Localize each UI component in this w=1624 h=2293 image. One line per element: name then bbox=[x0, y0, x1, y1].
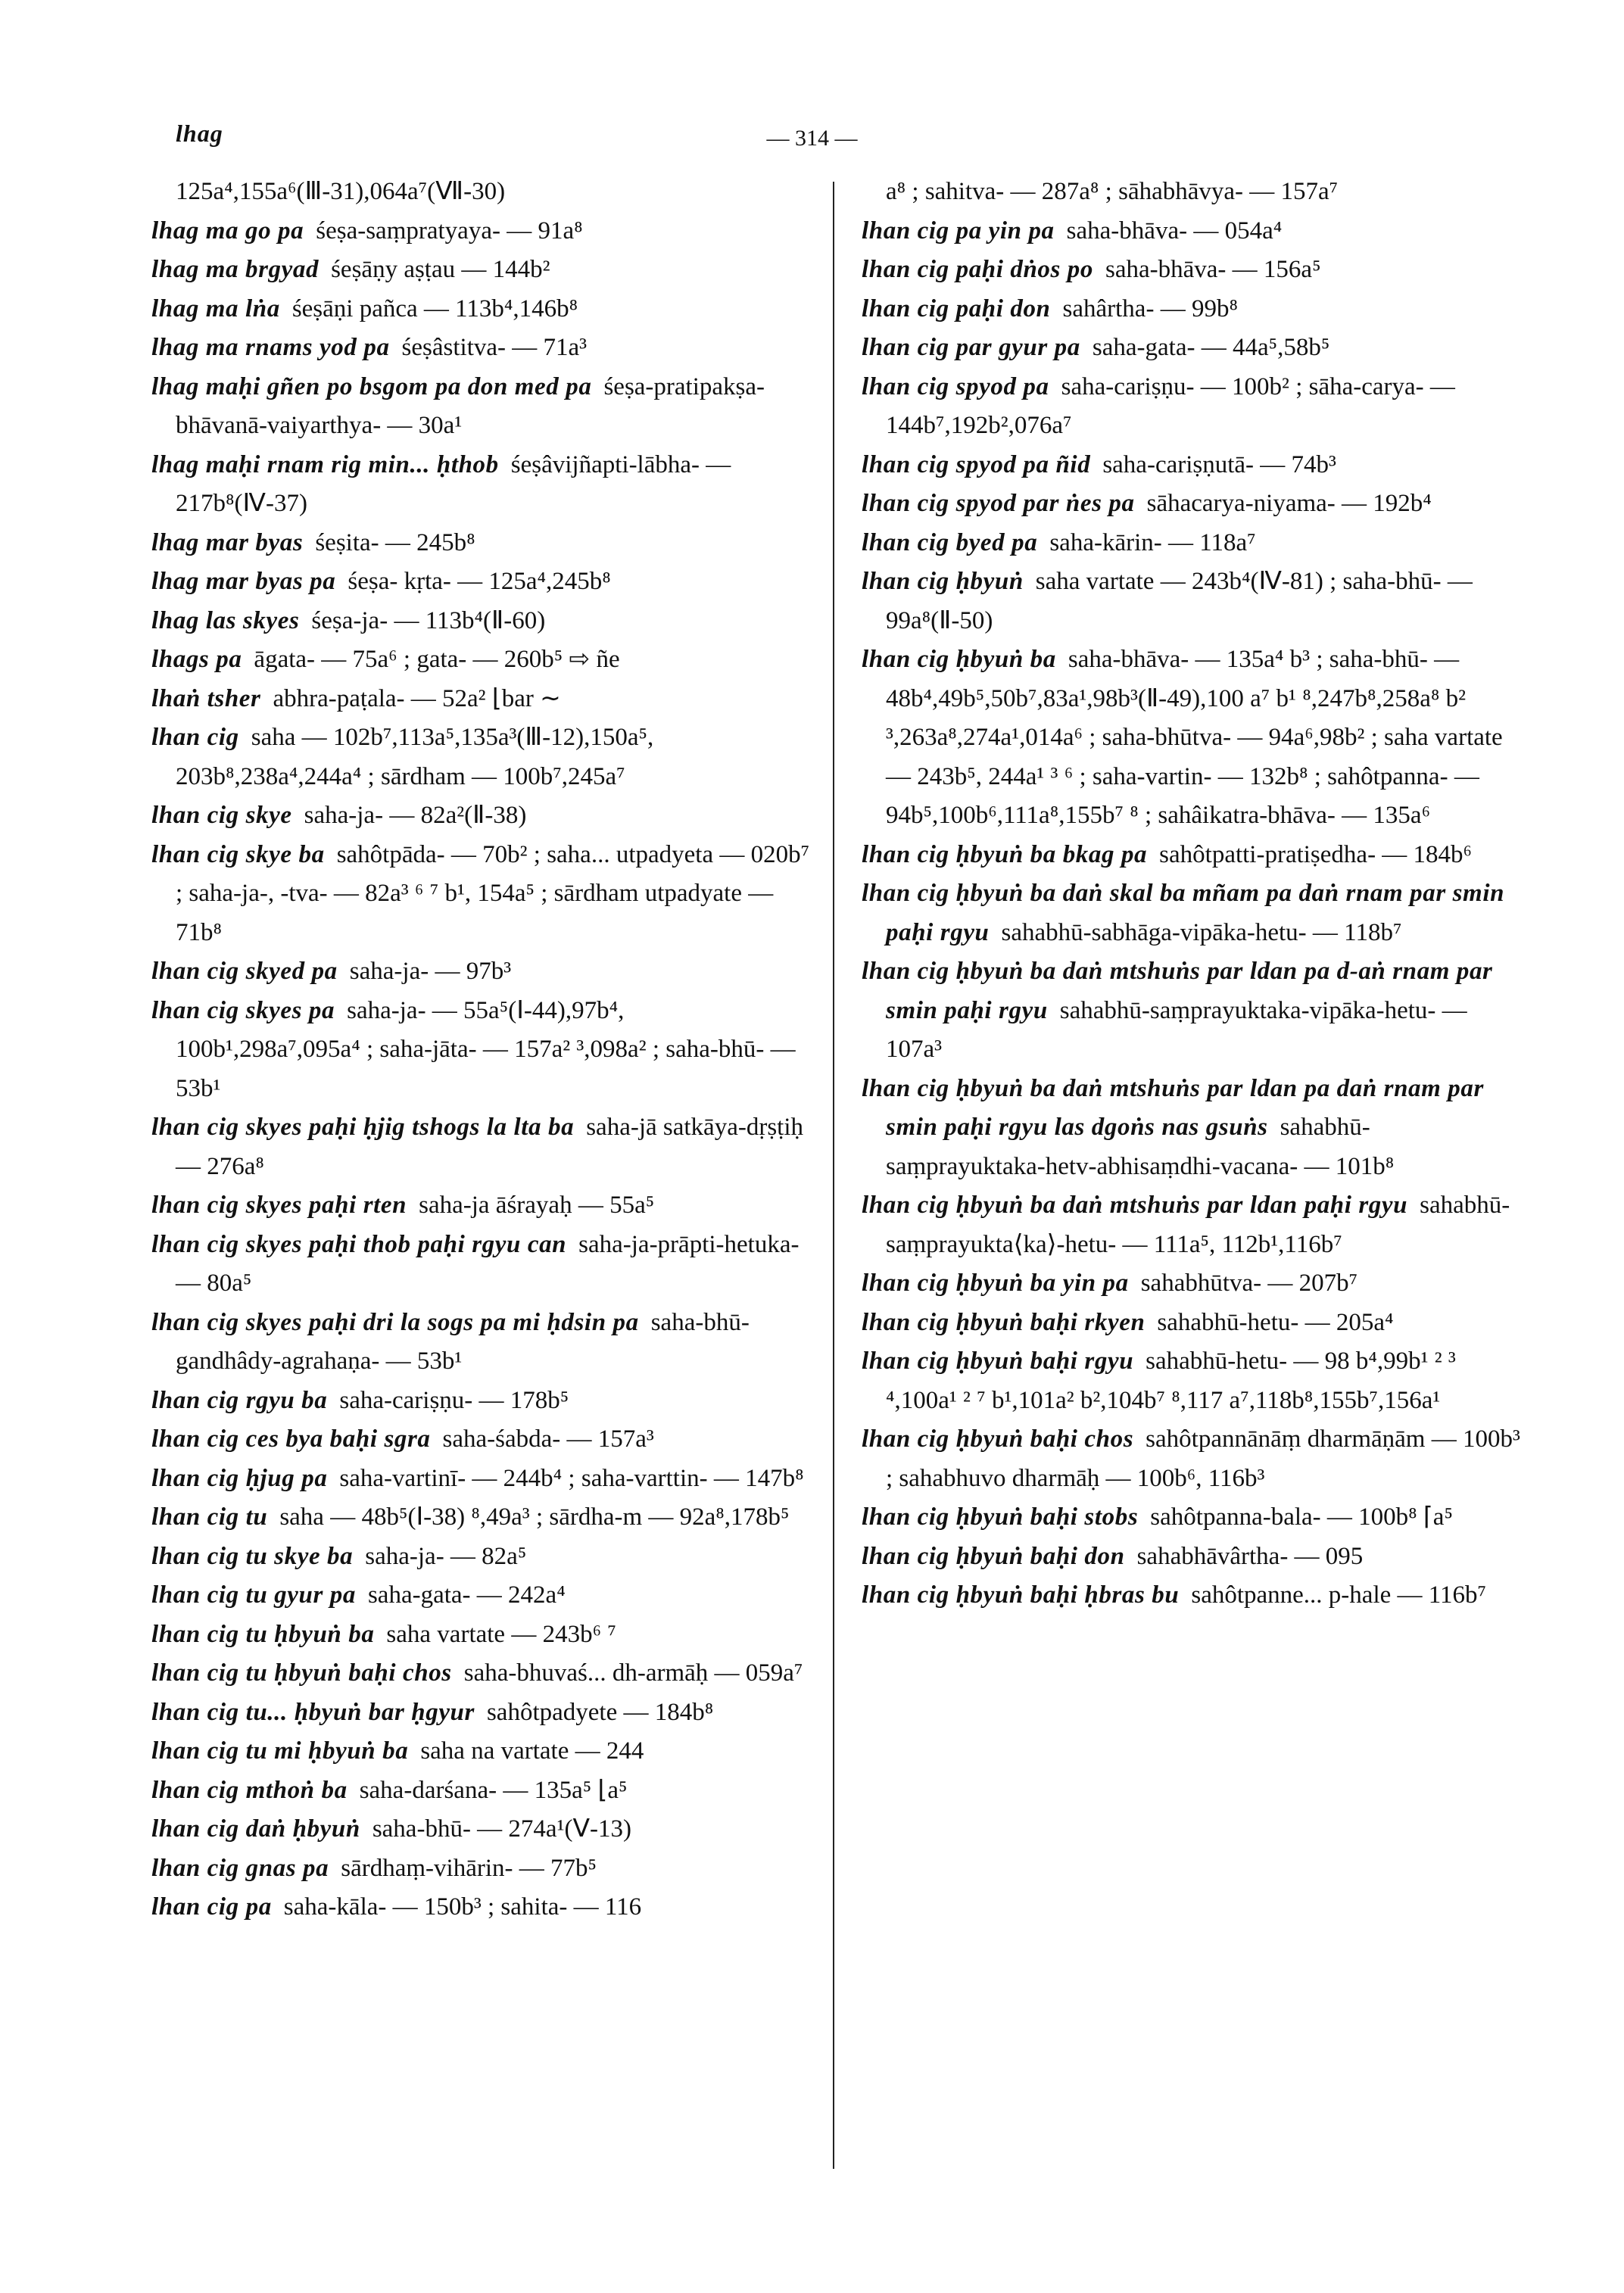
dictionary-entry bbox=[151, 640, 810, 680]
entry-text: saha-bhāva- — 054a⁴ bbox=[1066, 217, 1283, 245]
entry-headword: lhan cig par gyur pa bbox=[862, 334, 1080, 361]
entry-headword: lhaṅ tsher bbox=[151, 684, 261, 712]
dictionary-entry bbox=[862, 1304, 1522, 1343]
entry-text: saha-jā satkāya-dṛṣṭiḥ — 276a⁸ bbox=[176, 1114, 804, 1180]
entry-text: saha-ja- — 82a⁵ bbox=[365, 1542, 527, 1570]
dictionary-entry bbox=[151, 718, 810, 796]
entry-headword: lhag ma rnams yod pa bbox=[151, 334, 390, 361]
dictionary-entry bbox=[151, 1732, 810, 1771]
entry-headword: lhan cig tu skye ba bbox=[151, 1542, 354, 1570]
entry-headword: lhan cig skyes pa bbox=[151, 996, 335, 1024]
dictionary-entry bbox=[862, 524, 1522, 563]
dictionary-entry bbox=[862, 1342, 1522, 1420]
entry-text: saha-bhū-gandhâdy-agrahaṇa- — 53b¹ bbox=[176, 1308, 750, 1375]
dictionary-entry bbox=[862, 446, 1522, 485]
dictionary-entry bbox=[862, 173, 1522, 212]
dictionary-entry bbox=[151, 952, 810, 992]
entry-text: sahabhū-saṃprayuktaka-hetv-abhisaṃdhi-vacana- — 101b⁸ bbox=[886, 1114, 1395, 1180]
entry-text: sahabhū-sabhāga-vipāka-hetu- — 118b⁷ bbox=[1001, 918, 1402, 946]
entry-headword: lhag maḥi gñen po bsgom pa don med pa bbox=[151, 372, 592, 400]
dictionary-entry bbox=[151, 329, 810, 368]
dictionary-entry bbox=[151, 1576, 810, 1615]
dictionary-entry bbox=[151, 251, 810, 290]
entry-text: saha-ja āśrayaḥ — 55a⁵ bbox=[419, 1192, 655, 1219]
entry-text: sahabhū-saṃprayuktaka-vipāka-hetu- — 107a³ bbox=[886, 996, 1467, 1063]
dictionary-entry bbox=[151, 1849, 810, 1889]
dictionary-entry bbox=[151, 290, 810, 329]
dictionary-entry bbox=[862, 1576, 1522, 1615]
entry-headword: lhan cig bbox=[151, 724, 239, 751]
dictionary-entry bbox=[151, 1304, 810, 1382]
dictionary-entry bbox=[151, 1693, 810, 1733]
entry-headword: lhan cig skyes paḥi rten bbox=[151, 1192, 407, 1219]
entry-headword: lhan cig ḥbyuṅ bbox=[862, 568, 1024, 595]
dictionary-entry bbox=[862, 640, 1522, 836]
entry-headword: lhan cig tu bbox=[151, 1503, 268, 1531]
entry-text: sahôtpanna-bala- — 100b⁸ ⌈a⁵ bbox=[1150, 1503, 1453, 1531]
entry-headword: lhan cig ces bya baḥi sgra bbox=[151, 1425, 431, 1453]
entry-headword: lhan cig spyod par ṅes pa bbox=[862, 490, 1135, 517]
dictionary-entry bbox=[151, 1420, 810, 1460]
entry-headword: lhan cig paḥi dṅos po bbox=[862, 256, 1094, 283]
entry-headword: lhan cig skye ba bbox=[151, 840, 325, 868]
dictionary-entry bbox=[151, 602, 810, 641]
entry-headword: lhan cig ḥbyuṅ ba yin pa bbox=[862, 1270, 1129, 1297]
dictionary-entry bbox=[862, 952, 1522, 1070]
entry-headword: lhan cig ḥjug pa bbox=[151, 1464, 328, 1492]
dictionary-entry bbox=[862, 484, 1522, 524]
entry-text: sahabhūtva- — 207b⁷ bbox=[1140, 1270, 1358, 1297]
entry-headword: lhan cig ḥbyuṅ ba daṅ mtshuṅs par ldan pa daṅ rnam par smin paḥi rgyu las dgoṅs nas gsuṅs bbox=[862, 1074, 1484, 1141]
entry-headword: lhan cig ḥbyuṅ ba daṅ skal ba mñam pa daṅ rnam par smin paḥi rgyu bbox=[862, 880, 1505, 946]
entry-headword: lhan cig ḥbyuṅ baḥi don bbox=[862, 1542, 1125, 1570]
entry-text: saha-gata- — 242a⁴ bbox=[367, 1581, 566, 1609]
entry-text: saha na vartate — 244 bbox=[420, 1737, 644, 1765]
entry-text: saha — 102b⁷,113a⁵,135a³(Ⅲ-12),150a⁵, 203b⁸,238a⁴,244a⁴ ; sārdham — 100b⁷,245a⁷ bbox=[176, 724, 654, 790]
entry-text: saha-ja- — 55a⁵(Ⅰ-44),97b⁴, 100b¹,298a⁷,095a⁴ ; saha-jāta- — 157a² ³,098a² ; saha-bhū- — 53b¹ bbox=[176, 996, 796, 1102]
entry-text: saha-ja- — 82a²(Ⅱ-38) bbox=[304, 802, 527, 829]
entry-text: saha-gata- — 44a⁵,58b⁵ bbox=[1092, 334, 1330, 361]
entry-headword: lhag ma go pa bbox=[151, 217, 304, 245]
entry-headword: lhag mar byas pa bbox=[151, 568, 336, 595]
right-column bbox=[862, 173, 1522, 1615]
running-head: lhag bbox=[176, 120, 223, 147]
dictionary-entry bbox=[862, 290, 1522, 329]
entry-text: 125a⁴,155a⁶(Ⅲ-31),064a⁷(Ⅶ-30) bbox=[176, 178, 506, 205]
entry-headword: lhag maḥi rnam rig min... ḥthob bbox=[151, 450, 499, 478]
entry-text: saha vartate — 243b⁴(Ⅳ-81) ; saha-bhū- — 99a⁸(Ⅱ-50) bbox=[886, 568, 1473, 634]
entry-text: sahabhū-saṃprayukta⟨ka⟩-hetu- — 111a⁵, 112b¹,116b⁷ bbox=[886, 1192, 1510, 1258]
entry-headword: lhag ma brgyad bbox=[151, 256, 320, 283]
entry-headword: lhan cig ḥbyuṅ baḥi rkyen bbox=[862, 1308, 1146, 1336]
entry-text: śeṣâstitva- — 71a³ bbox=[401, 334, 588, 361]
entry-headword: lhan cig ḥbyuṅ ba bkag pa bbox=[862, 840, 1148, 868]
dictionary-entry bbox=[151, 992, 810, 1109]
entry-text: śeṣâvijñapti-lābha- — 217b⁸(Ⅳ-37) bbox=[176, 450, 731, 517]
dictionary-entry bbox=[151, 1810, 810, 1849]
dictionary-entry bbox=[862, 1264, 1522, 1304]
dictionary-entry bbox=[151, 1771, 810, 1811]
entry-headword: lhan cig gnas pa bbox=[151, 1854, 329, 1882]
entry-headword: lhan cig pa bbox=[151, 1893, 272, 1921]
entry-text: saha-cariṣṇu- — 178b⁵ bbox=[339, 1386, 569, 1414]
entry-text: saha-ja- — 97b³ bbox=[349, 958, 512, 985]
entry-text: saha — 48b⁵(Ⅰ-38) ⁸,49a³ ; sārdha-m — 92a⁸,178b⁵ bbox=[279, 1503, 790, 1531]
entry-text: saha-kāla- — 150b³ ; sahita- — 116 bbox=[283, 1893, 642, 1921]
entry-text: sahôtpāda- — 70b² ; saha... utpadyeta — 020b⁷ ; saha-ja-, -tva- — 82a³ ⁶ ⁷ b¹, 154a⁵ ; sārdham utpadyate — 71b⁸ bbox=[176, 840, 810, 946]
entry-headword: lhan cig tu mi ḥbyuṅ ba bbox=[151, 1737, 409, 1765]
entry-text: śeṣa-saṃpratyaya- — 91a⁸ bbox=[316, 217, 583, 245]
entry-headword: lhan cig byed pa bbox=[862, 528, 1038, 556]
dictionary-entry bbox=[862, 562, 1522, 640]
entry-headword: lhan cig skyed pa bbox=[151, 958, 338, 985]
dictionary-entry bbox=[151, 796, 810, 836]
dictionary-entry bbox=[862, 1537, 1522, 1577]
dictionary-entry bbox=[151, 1460, 810, 1499]
entry-text: saha-vartinī- — 244b⁴ ; saha-varttin- — 147b⁸ bbox=[339, 1464, 804, 1492]
entry-text: saha-bhū- — 274a¹(Ⅴ-13) bbox=[372, 1815, 632, 1843]
entry-text: sahôtpannānāṃ dharmāṇām — 100b³ ; sahabhuvo dharmāḥ — 100b⁶, 116b³ bbox=[886, 1425, 1520, 1492]
entry-headword: lhan cig ḥbyuṅ baḥi stobs bbox=[862, 1503, 1139, 1531]
dictionary-entry bbox=[151, 212, 810, 251]
dictionary-entry bbox=[151, 1888, 810, 1927]
dictionary-entry bbox=[862, 251, 1522, 290]
entry-text: saha-darśana- — 135a⁵ ⌊a⁵ bbox=[359, 1776, 628, 1804]
dictionary-entry bbox=[862, 329, 1522, 368]
column-divider bbox=[833, 182, 834, 2169]
entry-headword: lhan cig tu ḥbyuṅ ba bbox=[151, 1620, 375, 1648]
entry-headword: lhan cig tu gyur pa bbox=[151, 1581, 356, 1609]
entry-headword: lhan cig rgyu ba bbox=[151, 1386, 328, 1414]
entry-text: śeṣāṇi pañca — 113b⁴,146b⁸ bbox=[291, 294, 578, 322]
entry-text: saha-kārin- — 118a⁷ bbox=[1049, 528, 1256, 556]
entry-headword: lhag mar byas bbox=[151, 528, 304, 556]
entry-text: sahabhū-hetu- — 205a⁴ bbox=[1157, 1308, 1394, 1336]
entry-text: saha-cariṣṇutā- — 74b³ bbox=[1102, 450, 1336, 478]
dictionary-entry bbox=[862, 1420, 1522, 1498]
entry-text: saha-cariṣṇu- — 100b² ; sāha-carya- — 144b⁷,192b²,076a⁷ bbox=[886, 372, 1455, 439]
entry-headword: lhan cig paḥi don bbox=[862, 294, 1051, 322]
entry-text: saha-bhāva- — 135a⁴ b³ ; saha-bhū- — 48b⁴,49b⁵,50b⁷,83a¹,98b³(Ⅱ-49),100 a⁷ b¹ ⁸,247b⁸,258a⁸ b² ³,263a⁸,274a¹,014a⁶ ; saha-bhūtva- — 94a⁶,98b² ; saha vartate — 243b⁵, 244a¹ ³ ⁶ ; saha-vartin- — 132b⁸ ; sahôtpanna- — 94b⁵,100b⁶,111a⁸,155b⁷ ⁸ ; sahâikatra-bhāva- — 135a⁶ bbox=[886, 646, 1503, 829]
entry-headword: lhan cig spyod pa ñid bbox=[862, 450, 1091, 478]
dictionary-entry bbox=[151, 446, 810, 524]
entry-headword: lhan cig ḥbyuṅ ba daṅ mtshuṅs par ldan paḥi rgyu bbox=[862, 1192, 1408, 1219]
entry-text: sahârtha- — 99b⁸ bbox=[1062, 294, 1238, 322]
entry-text: sahôtpadyete — 184b⁸ bbox=[486, 1698, 714, 1726]
entry-headword: lhan cig ḥbyuṅ baḥi ḥbras bu bbox=[862, 1581, 1180, 1609]
dictionary-entry bbox=[151, 1382, 810, 1421]
entry-text: abhra-paṭala- — 52a² ⌊bar ∼ bbox=[273, 684, 561, 712]
entry-headword: lhag ma lṅa bbox=[151, 294, 280, 322]
dictionary-entry bbox=[151, 1186, 810, 1226]
entry-headword: lhan cig pa yin pa bbox=[862, 217, 1055, 245]
dictionary-entry bbox=[862, 1498, 1522, 1537]
dictionary-entry bbox=[862, 874, 1522, 952]
dictionary-entry bbox=[151, 1537, 810, 1577]
dictionary-entry bbox=[151, 1498, 810, 1537]
entry-headword: lhan cig ḥbyuṅ baḥi rgyu bbox=[862, 1347, 1134, 1375]
entry-text: śeṣa-ja- — 113b⁴(Ⅱ-60) bbox=[311, 606, 546, 634]
entry-text: sāhacarya-niyama- — 192b⁴ bbox=[1146, 490, 1432, 517]
dictionary-entry bbox=[151, 1108, 810, 1186]
entry-headword: lhan cig daṅ ḥbyuṅ bbox=[151, 1815, 360, 1843]
entry-text: śeṣita- — 245b⁸ bbox=[315, 528, 475, 556]
dictionary-entry bbox=[151, 1226, 810, 1304]
entry-headword: lhan cig mthoṅ ba bbox=[151, 1776, 348, 1804]
entry-text: sahôtpanne... p-hale — 116b⁷ bbox=[1191, 1581, 1487, 1609]
dictionary-entry bbox=[862, 836, 1522, 875]
entry-headword: lhan cig ḥbyuṅ ba daṅ mtshuṅs par ldan pa d-aṅ rnam par smin paḥi rgyu bbox=[862, 958, 1493, 1024]
dictionary-entry bbox=[151, 368, 810, 446]
entry-text: saha-bhāva- — 156a⁵ bbox=[1105, 256, 1321, 283]
page-number: — 314 — bbox=[766, 126, 858, 151]
entry-headword: lhan cig spyod pa bbox=[862, 372, 1049, 400]
entry-text: sahabhū-hetu- — 98 b⁴,99b¹ ² ³ ⁴,100a¹ ² ⁷ b¹,101a² b²,104b⁷ ⁸,117 a⁷,118b⁸,155b⁷,156a¹ bbox=[886, 1347, 1456, 1414]
dictionary-entry bbox=[862, 368, 1522, 446]
entry-text: saha-ja-prāpti-hetuka- — 80a⁵ bbox=[176, 1230, 800, 1297]
entry-text: saha-śabda- — 157a³ bbox=[442, 1425, 654, 1453]
entry-text: sārdhaṃ-vihārin- — 77b⁵ bbox=[341, 1854, 597, 1882]
entry-text: śeṣāṇy aṣṭau — 144b² bbox=[331, 256, 550, 283]
entry-text: śeṣa-pratipakṣa-bhāvanā-vaiyarthya- — 30a¹ bbox=[176, 372, 765, 439]
entry-headword: lhags pa bbox=[151, 646, 242, 673]
entry-headword: lhan cig skyes paḥi thob paḥi rgyu can bbox=[151, 1230, 567, 1258]
entry-headword: lhag las skyes bbox=[151, 606, 300, 634]
dictionary-entry bbox=[862, 1070, 1522, 1187]
entry-text: saha vartate — 243b⁶ ⁷ bbox=[386, 1620, 616, 1648]
entry-headword: lhan cig tu... ḥbyuṅ bar ḥgyur bbox=[151, 1698, 475, 1726]
entry-headword: lhan cig skye bbox=[151, 802, 292, 829]
entry-text: śeṣa- kṛta- — 125a⁴,245b⁸ bbox=[348, 568, 611, 595]
entry-headword: lhan cig tu ḥbyuṅ baḥi chos bbox=[151, 1659, 452, 1687]
dictionary-entry bbox=[151, 173, 810, 212]
entry-text: a⁸ ; sahitva- — 287a⁸ ; sāhabhāvya- — 157a⁷ bbox=[886, 178, 1339, 205]
entry-headword: lhan cig ḥbyuṅ ba bbox=[862, 646, 1056, 673]
left-column bbox=[151, 173, 810, 1927]
dictionary-entry bbox=[151, 680, 810, 719]
entry-text: sahôtpatti-pratiṣedha- — 184b⁶ bbox=[1159, 840, 1473, 868]
entry-headword: lhan cig skyes paḥi ḥjig tshogs la lta ba bbox=[151, 1114, 575, 1141]
dictionary-entry bbox=[151, 836, 810, 953]
dictionary-entry bbox=[151, 562, 810, 602]
entry-text: sahabhāvârtha- — 095 bbox=[1136, 1542, 1364, 1570]
dictionary-entry bbox=[862, 212, 1522, 251]
dictionary-entry bbox=[151, 1654, 810, 1693]
dictionary-entry bbox=[151, 1615, 810, 1655]
entry-headword: lhan cig ḥbyuṅ baḥi chos bbox=[862, 1425, 1134, 1453]
entry-headword: lhan cig skyes paḥi dri la sogs pa mi ḥdsin pa bbox=[151, 1308, 639, 1336]
dictionary-entry bbox=[862, 1186, 1522, 1264]
dictionary-entry bbox=[151, 524, 810, 563]
entry-text: āgata- — 75a⁶ ; gata- — 260b⁵ ⇨ ñe bbox=[254, 646, 620, 673]
entry-text: saha-bhuvaś... dh-armāḥ — 059a⁷ bbox=[463, 1659, 803, 1687]
